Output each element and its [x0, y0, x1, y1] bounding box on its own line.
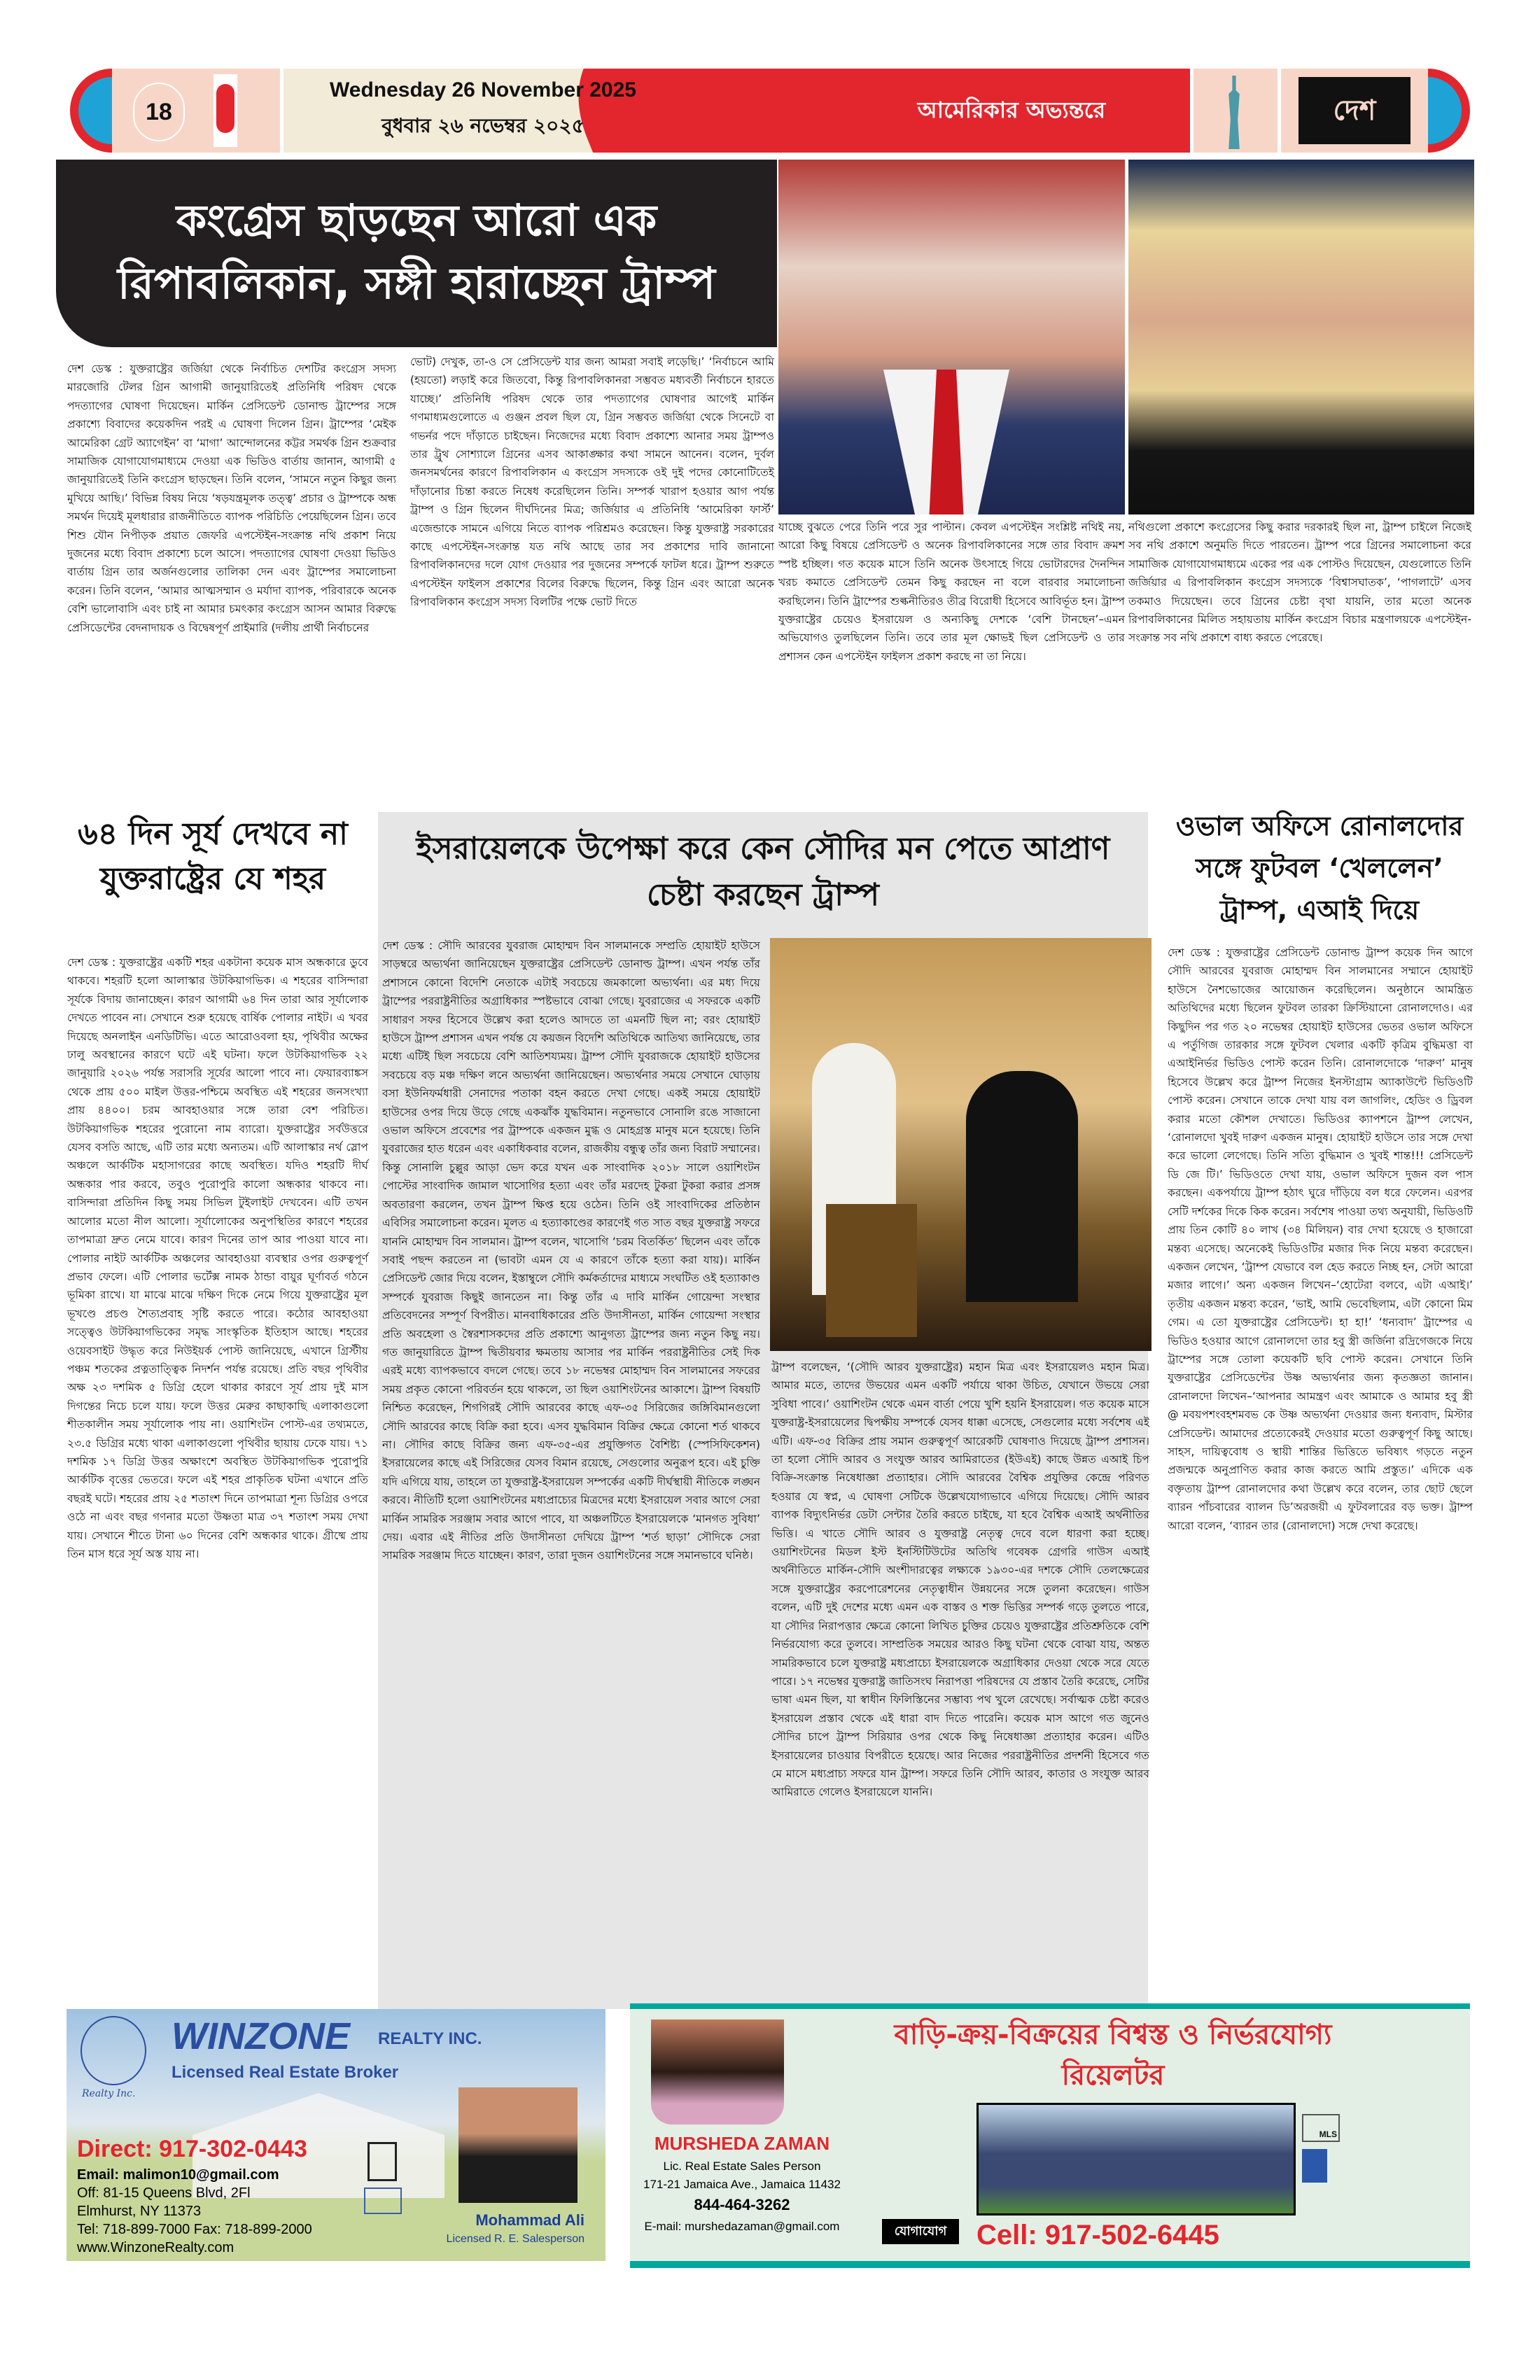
section-title: আমেরিকার অভ্যন্তরে [917, 97, 1106, 123]
sun-story-text: দেশ ডেস্ক : যুক্তরাষ্ট্রের একটি শহর একটানা কয়েক মাস অন্ধকারে ডুবে থাকবে। শহরটি হলো আলাস্কার উটকিয়াগভিক। এ শহরের বাসিন্দারা সূর্যকে বিদায় জানাচ্ছেন। কারণ আগামী ৬৪ দিন তারা আর সূর্যালোক দেখতে পাবেন না। সেখানে শুরু হয়েছে বার্ষিক পোলার নাইট। এ খবর দিয়েছে অনলাইন এনডিটিভি। এতে আরোওবলা হয়, পৃথিবীর অক্ষের ঢালু অবস্থানের কারণে ঘটে এই ঘটনা। ফলে উটকিয়াগভিক ২২ জানুয়ারি ২০২৬ পর্যন্ত সরাসরি সূর্যের আলো পাবে না। ফেয়ারব্যাঙ্কস থেকে প্রায় ৫০০ মাইল উত্তর-পশ্চিমে অবস্থিত এই শহরের জনসংখ্যা প্রায় ৪৪০০। চরম আবহাওয়ার সঙ্গে তারা বেশ পরিচিত। উটকিয়াগভিক শহরের পুরোনো নাম ব্যারো। যুক্তরাষ্ট্রের সর্বউত্তরে যেসব বসতি আছে, এটি তার মধ্যে অন্যতম। এটি আলাস্কার নর্থ স্লোপ অঞ্চলে আর্কটিক মহাসাগরের কাছে অবস্থিত। যদিও শহরটি দীর্ঘ অন্ধকার পার করবে, তবুও পুরোপুরি কালো অন্ধকার থাকবে না। বাসিন্দারা প্রতিদিন কিছু সময় সিভিল টুইলাইট দেখবেন। এটি তখন আলোর মতো নীল আলো। সূর্যালোকের অনুপস্থিতির কারণে শহরের তাপমাত্রা দ্রুত নেমে যাবে। কারণ দিনের তাপ আর পাওয়া যাবে না। পোলার নাইট আর্কটিক অঞ্চলের আবহাওয়া ব্যবস্থার ওপর গুরুত্বপূর্ণ প্রভাব ফেলে। এটি পোলার ভর্টেক্স নামক ঠান্ডা বায়ুর ঘূর্ণাবর্ত গঠনে ভূমিকা রাখে। যা মাঝে মাঝে দক্ষিণ দিকে নেমে গিয়ে যুক্তরাষ্ট্রের মূল ভূখণ্ডে প্রচণ্ড শৈত্যপ্রবাহ সৃষ্টি করতে পারে। কঠোর আবহাওয়া সত্ত্বেও উটকিয়াগভিকের সমৃদ্ধ সাংস্কৃতিক ইতিহাস আছে। শহরের ওয়েবসাইট উদ্ধৃত করে নিউইয়র্ক পোস্ট জানিয়েছে, এখানে গ্রিস্টীয় পঞ্চম শতকের প্রত্নতাত্ত্বিক নিদর্শন পর্যন্ত রয়েছে। প্রতি বছর পৃথিবীর অক্ষ ২৩ দশমিক ৫ ডিগ্রি হেলে থাকার কারণে সূর্য প্রায় দুই মাস দিগন্তের নিচে চলে যায়। ফলে উত্তর মেরুর কাছাকাছি এলাকাগুলো শীতকালীন সময় সূর্যালোক পায় না। ওয়াশিংটন পোস্ট-এর তথ্যমতে, ২৩.৫ ডিগ্রির মধ্যে থাকা এলাকাগুলো পৃথিবীর ছায়ায় ঢেকে যায়। ৭১ দশমিক ১৭ ডিগ্রি উত্তর অক্ষাংশে অবস্থিত উটকিয়াগভিক পুরোপুরি আর্কটিক বৃত্তের ভেতরে। ফলে এই শহর প্রাকৃতিক ঘটনা এখানে প্রতি বছরই ঘটে। শহরের প্রায় ২৫ শতাংশ দিনে তাপমাত্রা শূন্য ডিগ্রির ওপরে ওঠে না এবং বছর গণনার মতো উষ্ণতা মাত্র ৩৭ শতাংশ সময় দেখা যায়। সেখানে শীতে টানা ৬০ দিনের বেশি অন্ধকার থাকে। গ্রীষ্মে প্রায় তিন মাস ধরে সূর্য অস্ত যায় না। [67, 956, 368, 1560]
header-right-cap [1428, 69, 1470, 153]
lead-headline: কংগ্রেস ছাড়ছেন আরো এক রিপাবলিকান, সঙ্গী হারাচ্ছেন ট্রাম্প [118, 195, 715, 309]
ronaldo-story-headline: ওভাল অফিসে রোনালদোর সঙ্গে ফুটবল ‘খেললেন’ ট্রাম্প, এআই দিয়ে [1175, 811, 1464, 925]
date-english: Wednesday 26 November 2025 [329, 78, 636, 102]
saudi-text-2: ট্রাম্প বলেছেন, ‘(সৌদি আরব যুক্তরাষ্ট্রের) মহান মিত্র এবং ইসরায়েলও মহান মিত্র। আমার মতে, তাদের উভয়ের এমন একটি পর্যায়ে থাকা উচিত, যেখানে উভয়ে সেরা সুবিধা পাবে।’ ওয়াশিংটন থেকে এমন বার্তা পেয়ে খুশি হয়নি ইসরায়েল। গত কয়েক মাসে যুক্তরাষ্ট্র-ইসরায়েলের দ্বিপক্ষীয় সম্পর্কে যেসব ধাক্কা এসেছে, সেগুলোর মধ্যে সর্বশেষ এই এটি। এফ-৩৫ বিক্রির প্রায় সমান গুরুত্বপূর্ণ আরেকটি ঘোষণাও দিয়েছে ট্রাম্প প্রশাসন। তা হলো সৌদি আরব ও সংযুক্ত আরব আমিরাতের (ইউএই) কাছে উন্নত এআই চিপ বিক্রি-সংক্রান্ত নিষেধাজ্ঞা প্রত্যাহার। সৌদি আরবের বৈশ্বিক প্রযুক্তির কেন্দ্রে পরিণত হওয়ার যে স্বপ্ন, এ ঘোষণা সেটিকে উল্লেখযোগ্যভাবে এগিয়ে দিয়েছে। সৌদি আরব ব্যাপক বিদ্যুৎনির্ভর ডেটা সেন্টার তৈরি করতে চাইছে, যা হবে বৈশ্বিক এআই অর্থনীতির ভিত্তি। এ খাতে সৌদি আরব ও যুক্তরাষ্ট্র নেতৃত্ব দেবে বলে ধারণা করা হচ্ছে। ওয়াশিংটনের মিডল ইস্ট ইনস্টিটিউটের অতিথি গবেষক গ্রেগরি গাউস এআই অর্থনীতিতে মার্কিন-সৌদি অংশীদারত্বের লক্ষ্যকে ১৯৩০-এর দশকে সৌদি তেলক্ষেত্রের সঙ্গে যুক্তরাষ্ট্রের করপোরেশনের নেতৃত্বাধীন উন্নয়নের সঙ্গে তুলনা করেছেন। গাউস বলেন, এটি দুই দেশের মধ্যে এমন এক বাস্তব ও শক্ত ভিত্তির সম্পর্ক গড়ে তুলতে পারে, যা সৌদির নিরাপত্তার ক্ষেত্রে কোনো লিখিত চুক্তির চেয়েও যুক্তরাষ্ট্রের প্রতিশ্রুতিকে বেশি নির্ভরযোগ্য করে তুলবে। সাম্প্রতিক সময়ের আরও কিছু ঘটনা থেকে বোঝা যায়, অন্তত সামরিকভাবে চলে যুক্তরাষ্ট্র মধ্যপ্রাচ্যে ইসরায়েলকে অগ্রাধিকার দেওয়া থেকে সরে যেতে পারে। ১৭ নভেম্বর যুক্তরাষ্ট্র জাতিসংঘ নিরাপত্তা পরিষদের যে প্রস্তাব তৈরি করেছে, সেটির ভাষা এমন ছিল, যা স্বাধীন ফিলিস্তিনের সম্ভাব্য পথ খুলে রেখেছে। সর্বাত্মক চেষ্টা করেও ইসরায়েল প্রস্তাব থেকে এই ধারা বাদ দিতে পারেনি। কয়েক মাস আগে গত জুনেও সৌদির চাপে ট্রাম্প সিরিয়ার ওপর থেকে কিছু নিষেধাজ্ঞা প্রত্যাহার করেন। এটিও ইসরায়েলের চাওয়ার বিপরীতে হয়েছে। আর নিজের পররাষ্ট্রনীতির প্রদর্শনী হিসেবে গত মে মাসে মধ্যপ্রাচ্য সফরে যান ট্রাম্প। সফরে তিনি সৌদি আরব, কাতার ও সংযুক্ত আরব আমিরাতে গেলেও ইসরায়েলে যাননি। [771, 1361, 1149, 1799]
mls-label: MLS [1319, 2129, 1337, 2139]
lead-column-2 [410, 353, 774, 612]
mursheda-title: Lic. Real Estate Sales Person [663, 2160, 821, 2173]
lead-text-1: দেশ ডেস্ক : যুক্তরাষ্ট্রের জর্জিয়া থেকে নির্বাচিত দেশটির কংগ্রেস সদস্য মারজোরি টেলর গ্রিন আগামী জানুয়ারিতেই প্রতিনিধি পরিষদ থেকে পদত্যাগের ঘোষণা দিয়েছেন। মার্কিন প্রেসিডেন্ট ডোনাল্ড ট্রাম্পের সঙ্গে প্রকাশ্যে বিবাদের কয়েকদিন পরই এ ঘোষণা দিলেন গ্রিন। ট্রাম্পের ‘মেইক আমেরিকা গ্রেট অ্যাগেইন’ বা ‘মাগা’ আন্দোলনের কট্টর সমর্থক গ্রিন শুক্রবার সামাজিক যোগাযোগমাধ্যমে দেওয়া এক ভিডিও বার্তায় জানান, আগামী ৫ জানুয়ারিতেই তিনি কংগ্রেস ছাড়ছেন। তিনি বলেন, ‘সামনে নতুন কিছুর জন্য মুখিয়ে আছি।’ বিভিন্ন বিষয় নিয়ে ‘ষড়যন্ত্রমূলক তত্ত্ব’ প্রচার ও ট্রাম্পকে অন্ধ সমর্থন দিয়েই মূলধারার রাজনীতিতে ব্যাপক পরিচিতি পেয়েছিলেন গ্রিন। তবে শিশু যৌন নিপীড়ক প্রয়াত জেফরি এপস্টেইন-সংক্রান্ত নথি প্রকাশ নিয়ে দুজনের মধ্যে বিবাদ প্রকাশ্যে চলে আসে। পদত্যাগের ঘোষণা দেওয়া ভিডিও বার্তায় গ্রিন তার অর্জনগুলোর তালিকা দেন এবং ট্রাম্পের সমালোচনা করেন। তিনি বলেন, ‘আমার আত্মসম্মান ও মর্যাদা ব্যাপক, পরিবারকে অনেক বেশি ভালোবাসি এবং চাই না আমার চমৎকার কংগ্রেস আসন আমার বিরুদ্ধে প্রেসিডেন্টের বেদনাদায়ক ও বিদ্বেষপূর্ণ প্রাইমারি (দলীয় প্রার্থী নির্বাচনের [67, 363, 396, 634]
page-header [70, 69, 1470, 153]
winzone-website[interactable]: www.WinzoneRealty.com [77, 2240, 234, 2255]
realtor-mls-icon [1302, 2114, 1340, 2142]
saudi-text-1: দেশ ডেস্ক : সৌদি আরবের যুবরাজ মোহাম্মদ বিন সালমানকে সম্প্রতি হোয়াইট হাউসে সাড়ম্বরে অভ্যর্থনা জানিয়েছেন যুক্তরাষ্ট্রের প্রেসিডেন্ট ডোনাল্ড ট্রাম্প। এখন পর্যন্ত তাঁর প্রশাসনে কোনো বিদেশি নেতাকে এটাই সবচেয়ে জমকালো অভ্যর্থনা। এর মধ্য দিয়ে ট্রাম্পের পররাষ্ট্রনীতির অগ্রাধিকার স্পষ্টভাবে বোঝা গেছে। যুবরাজের এ সফরকে একটি সাধারণ সফর হিসেবে উল্লেখ করা হলেও আদতে তা এমনটি ছিল না; বরং হোয়াইট হাউসে ট্রাম্প প্রশাসন এখন পর্যন্ত যে কয়জন বিদেশি অতিথিকে আতিথ্য জানিয়েছে, তার মধ্যে এটিই ছিল সবচেয়ে বেশি আতিশয্যময়। ট্রাম্প সৌদি যুবরাজকে হোয়াইট হাউসের সবচেয়ে বড় মঞ্চ দক্ষিণ লনে অভ্যর্থনা জানিয়েছেন। অভ্যর্থনার সময়ে সেখানে ঘোড়ায় বসা ইউনিফর্মধারী সেনাদের পতাকা বহন করতে দেখা গেছে। একই সময়ে হোয়াইট হাউসের ওপর দিয়ে উড়ে গেছে একঝাঁক যুদ্ধবিমান। নতুনভাবে সোনালি রঙে সাজানো ওভাল অফিসে প্রবেশের পর ট্রাম্পকে একজন মুগ্ধ ও মোহগ্রস্ত মানুষ মনে হয়েছে। তিনি যুবরাজের হাত ধরেন এবং একাধিকবার বলেন, রাজকীয় বন্ধুত্ব তাঁর জন্য বিরাট সম্মানের। কিন্তু সোনালি চুল্লুর আড়া ভেদ করে যখন এক সাংবাদিক ২০১৮ সালে ওয়াশিংটন পোস্টের সাংবাদিক জামাল খাসোগির হত্যা এবং তাঁর মরদেহ টুকরা টুকরা করার প্রসঙ্গ অবতারণা করলেন, তখন ট্রাম্প ক্ষিপ্ত হয়ে ওঠেন। তিনি ওই সাংবাদিকের প্রতিষ্ঠান এবিসির সমালোচনা করেন। মূলত এ হত্যাকাণ্ডের কারণেই গত সাত বছর যুক্তরাষ্ট্র সফরে যাননি মোহাম্মদ বিন সালমান। ট্রাম্প বলেন, খাসোগি ‘চরম বিতর্কিত’ ছিলেন এবং তাঁকে সবাই পছন্দ করতেন না (ভাবটা এমন যে এ কারণে তাঁকে হত্যা করা যায়)। মার্কিন প্রেসিডেন্ট জোর দিয়ে বলেন, ইস্তাম্বুলে সৌদি কর্মকর্তাদের মাধ্যমে সংঘটিত ওই হত্যাকাণ্ড সম্পর্কে যুবরাজ কিছুই জানতেন না। কিন্তু তাঁর এ দাবি মার্কিন গোয়েন্দা সংস্থার প্রতিবেদনের সম্পূর্ণ বিপরীত। মানবাধিকারের প্রতি উদাসীনতা, মার্কিন গোয়েন্দা সংস্থার প্রতি অবহেলা ও স্বৈরশাসকদের প্রতি প্রকাশ্যে আনুগত্য ট্রাম্পের জন্য নতুন কিছু নয়। গত জানুয়ারিতে ট্রাম্প দ্বিতীয়বার ক্ষমতায় আসার পর মার্কিন পররাষ্ট্রনীতির সেই দিক এরই মধ্যে ব্যাপকভাবে বদলে গেছে। তবে ১৮ নভেম্বর মোহাম্মদ বিন সালমানের সফরের সময় প্রকৃত কোনো পরিবর্তন হয়ে থাকলে, তা ছিল ওয়াশিংটনের আকাশে। ট্রাম্প বিষয়টি নিশ্চিত করেছেন, শিগগিরই সৌদি আরবের কাছে এফ-৩৫ সিরিজের জঙ্গিবিমানগুলো সৌদি আরবের কাছে বিক্রি করা হবে। এসব যুদ্ধবিমান বিক্রির ক্ষেত্রে কোনো শর্ত থাকবে না। সৌদির কাছে বিক্রির জন্য এফ-৩৫-এর প্রযুক্তিগত বৈশিষ্ট্য (স্পেসিফিকেশন) ইসরায়েলের কাছে এই সিরিজের যেসব বিমান রয়েছে, সেগুলোর অনুরূপ হবে। এই চুক্তি যদি এগিয়ে যায়, তাহলে তা যুক্তরাষ্ট্র-ইসরায়েল সম্পর্কের একটি দীর্ঘস্থায়ী নীতিকে লঙ্ঘন করবে। নীতিটি হলো ওয়াশিংটনের মধ্যপ্রাচ্যের মিত্রদের মধ্যে ইসরায়েল সবার আগে সেরা মার্কিন সামরিক সরঞ্জাম সবার আগে পাবে, যা অঞ্চলটিতে ইসরায়েলকে ‘মানগত সুবিধা’ দেয়। এবার এই নীতির প্রতি উদাসীনতা দেখিয়ে ট্রাম্প ‘শর্ত ছাড়া’ সৌদিকে সেরা সামরিক সরঞ্জাম দিতে যাচ্ছেন। কারণ, তারা দুজন ওয়াশিংটনের সঙ্গে সমানভাবে ঘনিষ্ঠ। [382, 939, 760, 1562]
winzone-tagline: Licensed Real Estate Broker [172, 2063, 399, 2082]
lead-column-1 [67, 360, 396, 637]
page-number: 18 [133, 83, 185, 141]
winzone-office: Off: 81-15 Queens Blvd, 2Fl [77, 2185, 251, 2201]
mursheda-address: 171-21 Jamaica Ave., Jamaica 11432 [643, 2178, 841, 2191]
mursheda-phone[interactable]: 844-464-3262 [694, 2196, 790, 2213]
house-image [976, 2103, 1296, 2216]
statue-of-liberty-icon [1194, 69, 1278, 153]
agent-photo [458, 2087, 578, 2203]
saudi-story-headline: ইসরায়েলকে উপেক্ষা করে কেন সৌদির মন পেতে আপ্রাণ চেষ্টা করছেন ট্রাম্প [416, 831, 1110, 913]
pillar-icon [214, 74, 237, 147]
winzone-email[interactable]: Email: malimon10@gmail.com [77, 2167, 279, 2183]
date-bengali: বুধবার ২৬ নভেম্বর ২০২৫ [382, 114, 584, 137]
winzone-logo-script: Realty Inc. [82, 2088, 136, 2099]
logo-text: দেশ [1298, 77, 1410, 144]
saudi-column-1 [382, 937, 760, 2001]
winzone-agent-title: Licensed R. E. Salesperson [446, 2233, 584, 2245]
globe-logo-icon [80, 2016, 146, 2085]
lead-text-4: নথিগুলো প্রকাশে কংগ্রেসের কিছু করার দরকারই ছিল না, ট্রাম্প চাইলে নিজেই সব নথি প্রকাশে অনুমতি দিতে পারতেন। ট্রাম্প পরে গ্রিনের সমালোচনা করে সামাজিক যোগাযোগমাধ্যমে একের পর এক পোস্টও দিয়েছেন, যেগুলোতে তিনি জর্জিয়ার এ রিপাবলিকান কংগ্রেস সদস্যকে ‘বিশ্বাসঘাতক’, ‘পাগলাটে’ এসব তকমাও দিয়েছেন। তবে গ্রিনের চেষ্টা বৃথা যায়নি, তার মতো অনেক রিপাবলিকানের মিলিত সহায়তায় মার্কিন কংগ্রেস বিচার মন্ত্রণালয়কে এপস্টেইন-সংক্রান্ত সব নথি প্রকাশে বাধ্য করতে পেরেছে। [1128, 521, 1471, 645]
date-section-bar [284, 69, 1190, 153]
photo-trump-mbs [770, 938, 1152, 1351]
winzone-city: Elmhurst, NY 11373 [77, 2204, 202, 2219]
mursheda-cell[interactable]: Cell: 917-502-6445 [976, 2220, 1219, 2250]
photo-greene [1128, 160, 1474, 514]
saudi-column-2 [771, 1358, 1149, 2002]
newspaper-logo [1281, 69, 1428, 153]
page-number-box [112, 69, 280, 153]
realtor-mls-icon [364, 2188, 402, 2214]
mursheda-headline: বাড়ি-ক্রয়-বিক্রয়ের বিশ্বস্ত ও নির্ভরযোগ্য রিয়েলটর [894, 2019, 1332, 2092]
equal-housing-icon [368, 2142, 397, 2181]
mursheda-email[interactable]: E-mail: murshedazaman@gmail.com [644, 2220, 840, 2233]
sun-story-body [67, 953, 368, 1563]
equal-housing-icon [1302, 2149, 1327, 2183]
winzone-tel-fax: Tel: 718-899-7000 Fax: 718-899-2000 [77, 2222, 312, 2237]
lead-column-3 [778, 518, 1125, 666]
winzone-agent-name: Mohammad Ali [475, 2211, 584, 2229]
winzone-brand-suffix: REALTY INC. [378, 2029, 482, 2048]
ronaldo-story-body [1168, 944, 1473, 2008]
sun-story-headline: ৬৪ দিন সূর্য দেখবে না যুক্তরাষ্ট্রের যে শহর [78, 816, 348, 897]
winzone-brand: WINZONE [172, 2015, 350, 2057]
contact-label: যোগাযোগ [882, 2219, 959, 2244]
header-left-cap [70, 69, 112, 153]
lead-column-4 [1128, 518, 1471, 648]
ad-mursheda-zaman[interactable] [630, 2009, 1470, 2268]
photo-trump [778, 160, 1125, 514]
lead-text-2: ভোট) দেখুক, তা-ও সে প্রেসিডেন্ট যার জন্য আমরা সবাই লড়েছি।’ ‘নির্বাচনে আমি (হয়তো) লড়াই করে জিতবো, কিন্তু রিপাবলিকানরা সম্ভবত মধ্যবর্তী নির্বাচনে হারতে যাচ্ছে।’ প্রতিনিধি পরিষদ থেকে তার পদত্যাগের ঘোষণার আগেই মার্কিন গণমাধ্যমগুলোতে এ গুঞ্জন প্রবল ছিল যে, গ্রিন সম্ভবত জর্জিয়া থেকে সিনেটে বা গভর্নর পদে দাঁড়াতে চাইছেন। নিজেদের মধ্যে বিবাদ প্রকাশ্যে আনার সময় ট্রাম্পও তার ট্রুথ সোশ্যালে গ্রিনের এসব আকাঙ্ক্ষার কথা সামনে আনেন। বলেন, দুর্বল জনসমর্থনের কারণে রিপাবলিকান এ কংগ্রেস সদস্যকে ওই দুই পদের কোনোটিতেই দাঁড়ানোর চিন্তা করতে নিষেধ করেছিলেন তিনি। সম্পর্ক খারাপ হওয়ার আগ পর্যন্ত ট্রাম্প ও গ্রিন ছিলেন দীর্ঘদিনের মিত্র; জর্জিয়ার এ প্রতিনিধি ‘আমেরিকা ফার্স্ট’ এজেন্ডাকে সামনে এগিয়ে নিতে ব্যাপক পরিশ্রমও করেছেন। কিন্তু যুক্তরাষ্ট্র সরকারের কাছে এপস্টেইন-সংক্রান্ত যত নথি আছে তার সব প্রকাশের দাবি জানানো রিপাবলিকানদের দলে যোগ দেওয়ার পর দুজনের সম্পর্কে ফাটল ধরে। ট্রাম্প শুরুতে এপস্টেইন ফাইলস প্রকাশের বিলের বিরুদ্ধে ছিলেন, কিন্তু গ্রিন এবং আরো অনেক রিপাবলিকান কংগ্রেস সদস্য বিলটির পক্ষে ভোট দিতে [410, 356, 774, 609]
winzone-direct-phone[interactable]: Direct: 917-302-0443 [77, 2136, 307, 2162]
ronaldo-story-text: দেশ ডেস্ক : যুক্তরাষ্ট্রের প্রেসিডেন্ট ডোনাল্ড ট্রাম্প কয়েক দিন আগে সৌদি আরবের যুবরাজ মোহাম্মদ বিন সালমানের সম্মানে হোয়াইট হাউসে নৈশভোজের আয়োজন করেছিলেন। অনুষ্ঠানে আমন্ত্রিত অতিথিদের মধ্যে ছিলেন ফুটবল তারকা ক্রিস্টিয়ানো রোনালদোও। এর কিছুদিন পর গত ২০ নভেম্বর হোয়াইট হাউসের ভেতর ওভাল অফিসে এ পর্তুগিজ তারকার সঙ্গে ফুটবল খেলার একটি কৃত্রিম বুদ্ধিমত্তা বা এআইনির্ভর ভিডিও পোস্ট করেন তিনি। রোনালদোকে ‘দারুণ’ মানুষ হিসেবে উল্লেখ করে ট্রাম্প নিজের ইনস্টাগ্রাম অ্যাকাউন্টে ভিডিওটি পোস্ট করেন। সেখানে তাকে দেখা যায় বল জাগলিং, হেডিং ও ড্রিবল করার মতো কৌশল দেখাতে। ভিডিওর ক্যাপশনে ট্রাম্প লেখেন, ‘রোনালদো খুবই দারুণ একজন মানুষ। হোয়াইট হাউসে তার সঙ্গে দেখা করে ভালো লেগেছে। তিনি সত্যি বুদ্ধিমান ও খুবই শান্ত!!! প্রেসিডেন্ট ডি জে টি।’ ভিডিওতে দেখা যায়, ওভাল অফিসে দুজন বল পাস করছেন। একপর্যায়ে ট্রাম্প হঠাৎ ঘুরে দাঁড়িয়ে বল ধরে ফেলেন। এরপর সেটি দর্শকের দিকে কিক করেন। সর্বশেষ পাওয়া তথ্য অনুযায়ী, ভিডিওটি প্রায় তিন কোটি ৪০ লাখ (৩৪ মিলিয়ন) বার দেখা হয়েছে ও হাজারো মন্তব্য এসেছে। অনেকেই ভিডিওটির মজার দিক নিয়ে মন্তব্য করেছেন। একজন লেখেন, ‘ট্রাম্প যেভাবে বল হেড করতে নিচ্ছ হন, সেটা আরো মজার লাগে।’ অন্য একজন লিখেন–‘হোটেরা বলবে, এটা এআই।’ তৃতীয় একজন মন্তব্য করেন, ‘ভাই, আমি ভেবেছিলাম, এটা কোনো মিম গেম। এ তো যুক্তরাষ্ট্রের প্রেসিডেন্ট। হা হা!’ ‘ধন্যবাদ’ ট্রাম্পের এ ভিডিও হওয়ার আগে রোনালদো তার হবু স্ত্রী জর্জিনা রদ্রিগেজকে নিয়ে ট্রাম্পের সঙ্গে তোলা কয়েকটি ছবি পোস্ট করেন। সেখানে তিনি যুক্তরাষ্ট্রের প্রেসিডেন্টের উষ্ণ অভ্যর্থনার জন্য কৃতজ্ঞতা জানান। রোনালদো লিখেন–‘আপনার আমন্ত্রণ এবং আমাকে ও আমার হবু স্ত্রী @ মবয়পশংবহশমবভ কে উষ্ণ অভ্যর্থনা দেওয়ার জন্য ধন্যবাদ, মিস্টার প্রেসিডেন্ট। আমাদের প্রত্যেকেরই দেওয়ার মতো গুরুত্বপূর্ণ কিছু আছে। সাহস, দায়িত্ববোধ ও স্থায়ী শান্তির ভিত্তিতে ভবিষ্যৎ গড়তে নতুন প্রজন্মকে অনুপ্রাণিত করার কাজ করতে আমি প্রস্তুত।’ এদিকে এক বক্তৃতায় ট্রাম্প রোনালদোর কথা উল্লেখ করে বলেন, তার ছোট ছেলে ব্যারন পাঁচবারের ব্যালন ডি’অরজয়ী এ ফুটবলারের বড় ভক্ত। ট্রাম্প আরো বলেন, ‘ব্যারন তার (রোনালদো) সঙ্গে দেখা করেছে। [1168, 946, 1473, 1532]
mursheda-name: MURSHEDA ZAMAN [654, 2133, 830, 2154]
ad-winzone[interactable] [66, 2009, 606, 2261]
agent-photo [651, 2019, 784, 2124]
lead-text-3: যাচ্ছে বুঝতে পেরে তিনি পরে সুর পাল্টান। কেবল এপস্টেইন সংশ্লিষ্ট নথিই নয়, আরো কিছু বিষয়ে প্রেসিডেন্ট ও অনেক রিপাবলিকানের সঙ্গে তার বিবাদ ক্রমশ স্পষ্ট হচ্ছিল। গত কয়েক মাসে তিনি অনেক উৎসাহে গিয়ে ভোটারদের দৈনন্দিন খরচ কমাতে প্রেসিডেন্ট তেমন কিছু করছেন না বলে বারবার সমালোচনা করছিলেন। তিনি ট্রাম্পের শুল্কনীতিরও তীব্র বিরোধী হিসেবে আবির্ভূত হন। ট্রাম্প যুক্তরাষ্ট্রের চেয়েও ইসরায়েল ও অন্যকিছু দেশকে ‘বেশি টানছেন’–এমন অভিযোগও তুলছিলেন তিনি। তবে তার মূল ক্ষোভই ছিল প্রেসিডেন্ট ও তার প্রশাসন কেন এপস্টেইন ফাইলস প্রকাশ করছে না তা নিয়ে। [778, 521, 1125, 663]
